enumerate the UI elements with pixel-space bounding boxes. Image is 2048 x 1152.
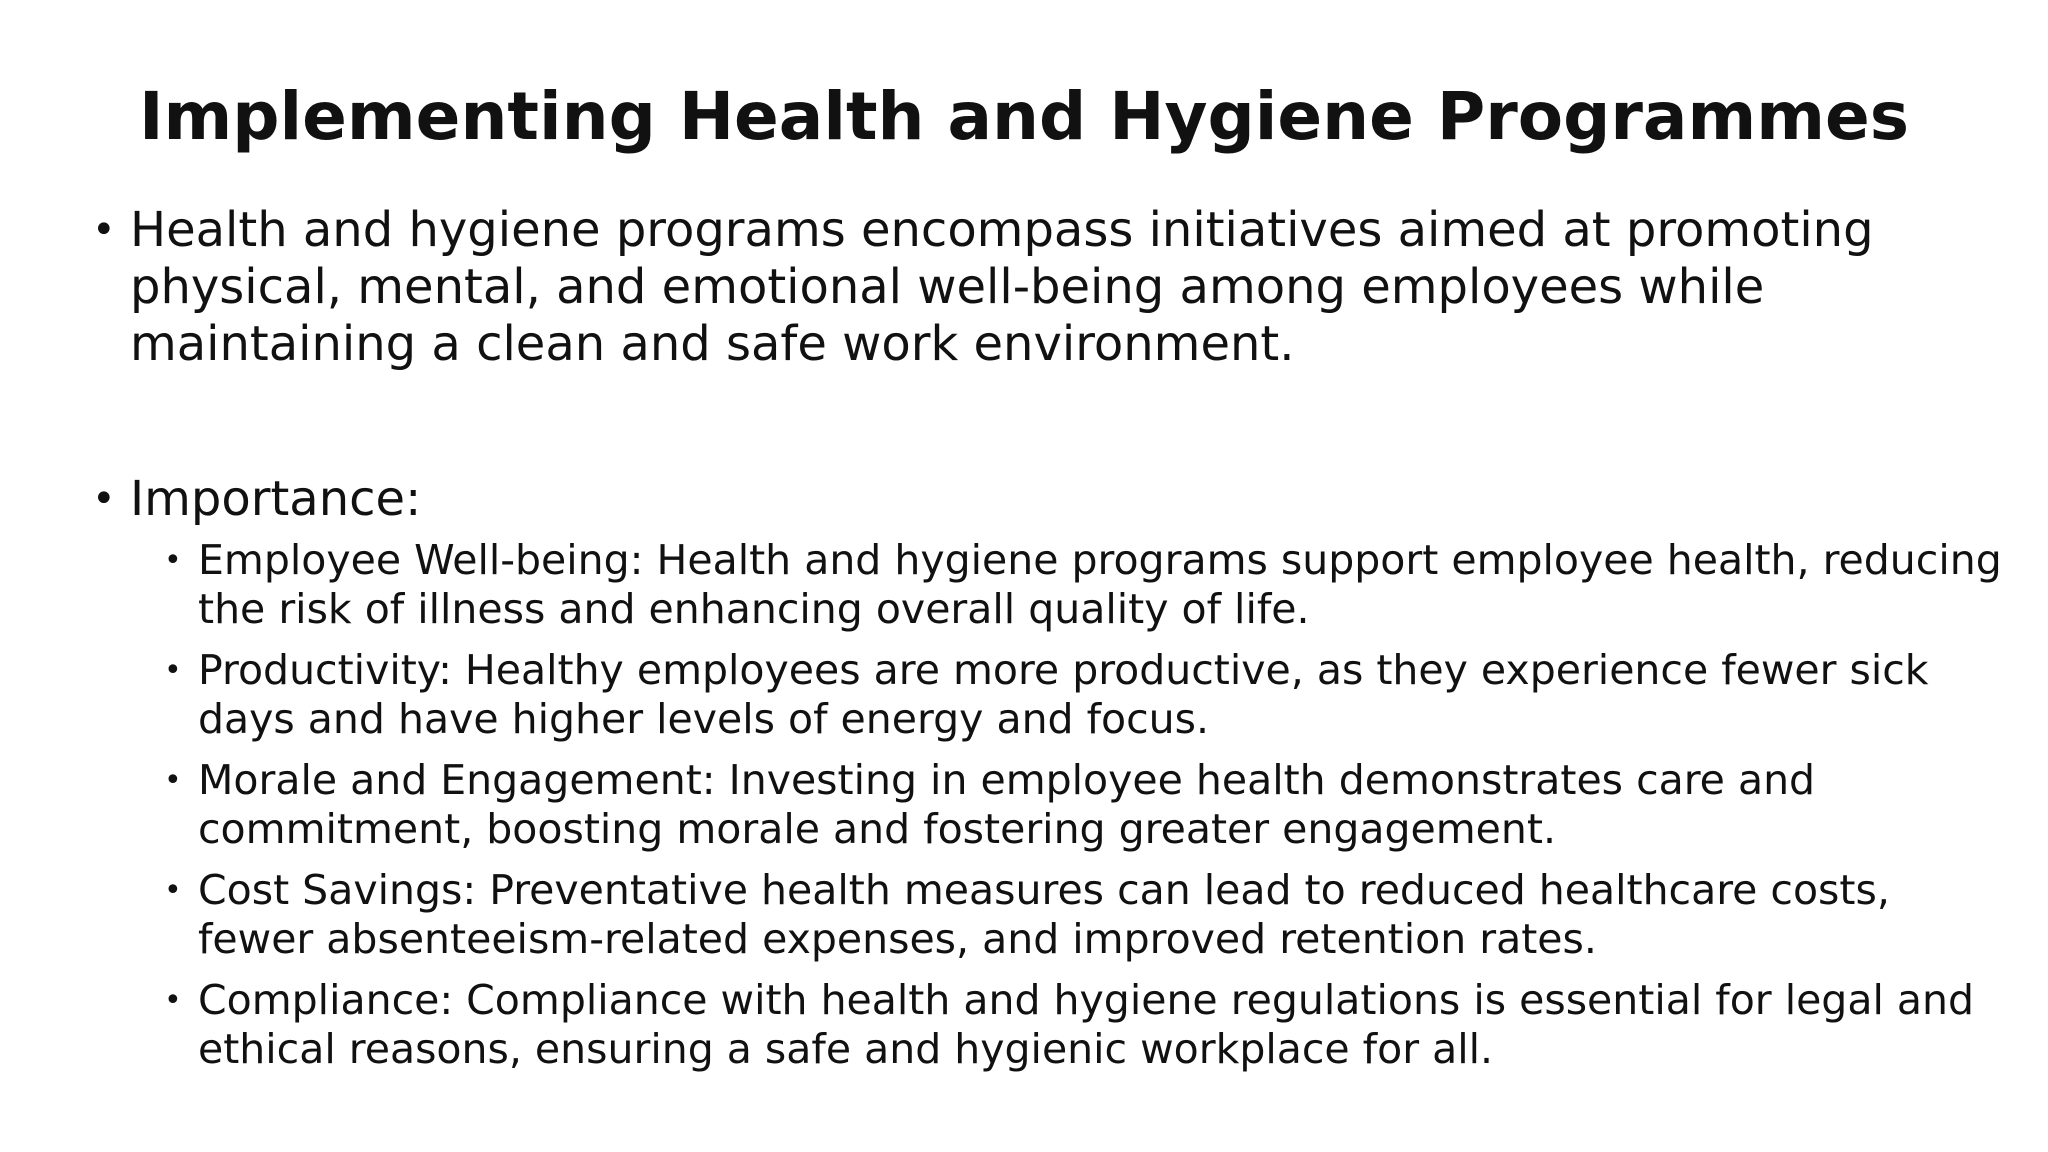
list-item-text: Productivity: Healthy employees are more productive, as they experience fewer sick days and have higher levels of energy and focus. <box>198 646 1929 743</box>
importance-list <box>92 536 2012 1074</box>
bullet-dot-icon: • <box>164 653 182 688</box>
list-item-text: Morale and Engagement: Investing in employee health demonstrates care and commitment, boosting morale and fostering greater engagement. <box>198 756 1816 853</box>
list-item <box>92 536 2012 634</box>
bullet-dot-icon: • <box>164 763 182 798</box>
slide-title: Implementing Health and Hygiene Programmes <box>138 78 1910 155</box>
list-item <box>92 646 2012 744</box>
importance-heading: • Importance: <box>92 471 2012 528</box>
list-item-text: Cost Savings: Preventative health measures can lead to reduced healthcare costs, fewer absenteeism-related expenses, and improved retention rates. <box>198 866 1890 963</box>
list-item-text: Compliance: Compliance with health and hygiene regulations is essential for legal and ethical reasons, ensuring a safe and hygienic workplace for all. <box>198 976 1975 1073</box>
spacer <box>92 373 2012 471</box>
intro-bullet: • Health and hygiene programs encompass initiatives aimed at promoting physical, mental, and emotional well-being among employees while maintaining a clean and safe work environment. <box>92 202 2012 373</box>
list-item <box>92 866 2012 964</box>
bullet-dot-icon: • <box>164 983 182 1018</box>
bullet-dot-icon: • <box>164 873 182 908</box>
slide-body <box>92 202 2012 1086</box>
list-item <box>92 756 2012 854</box>
list-item <box>92 976 2012 1074</box>
list-item-text: Employee Well-being: Health and hygiene programs support employee health, reducing the risk of illness and enhancing overall quality of life. <box>198 536 2002 633</box>
bullet-dot-icon: • <box>164 543 182 578</box>
